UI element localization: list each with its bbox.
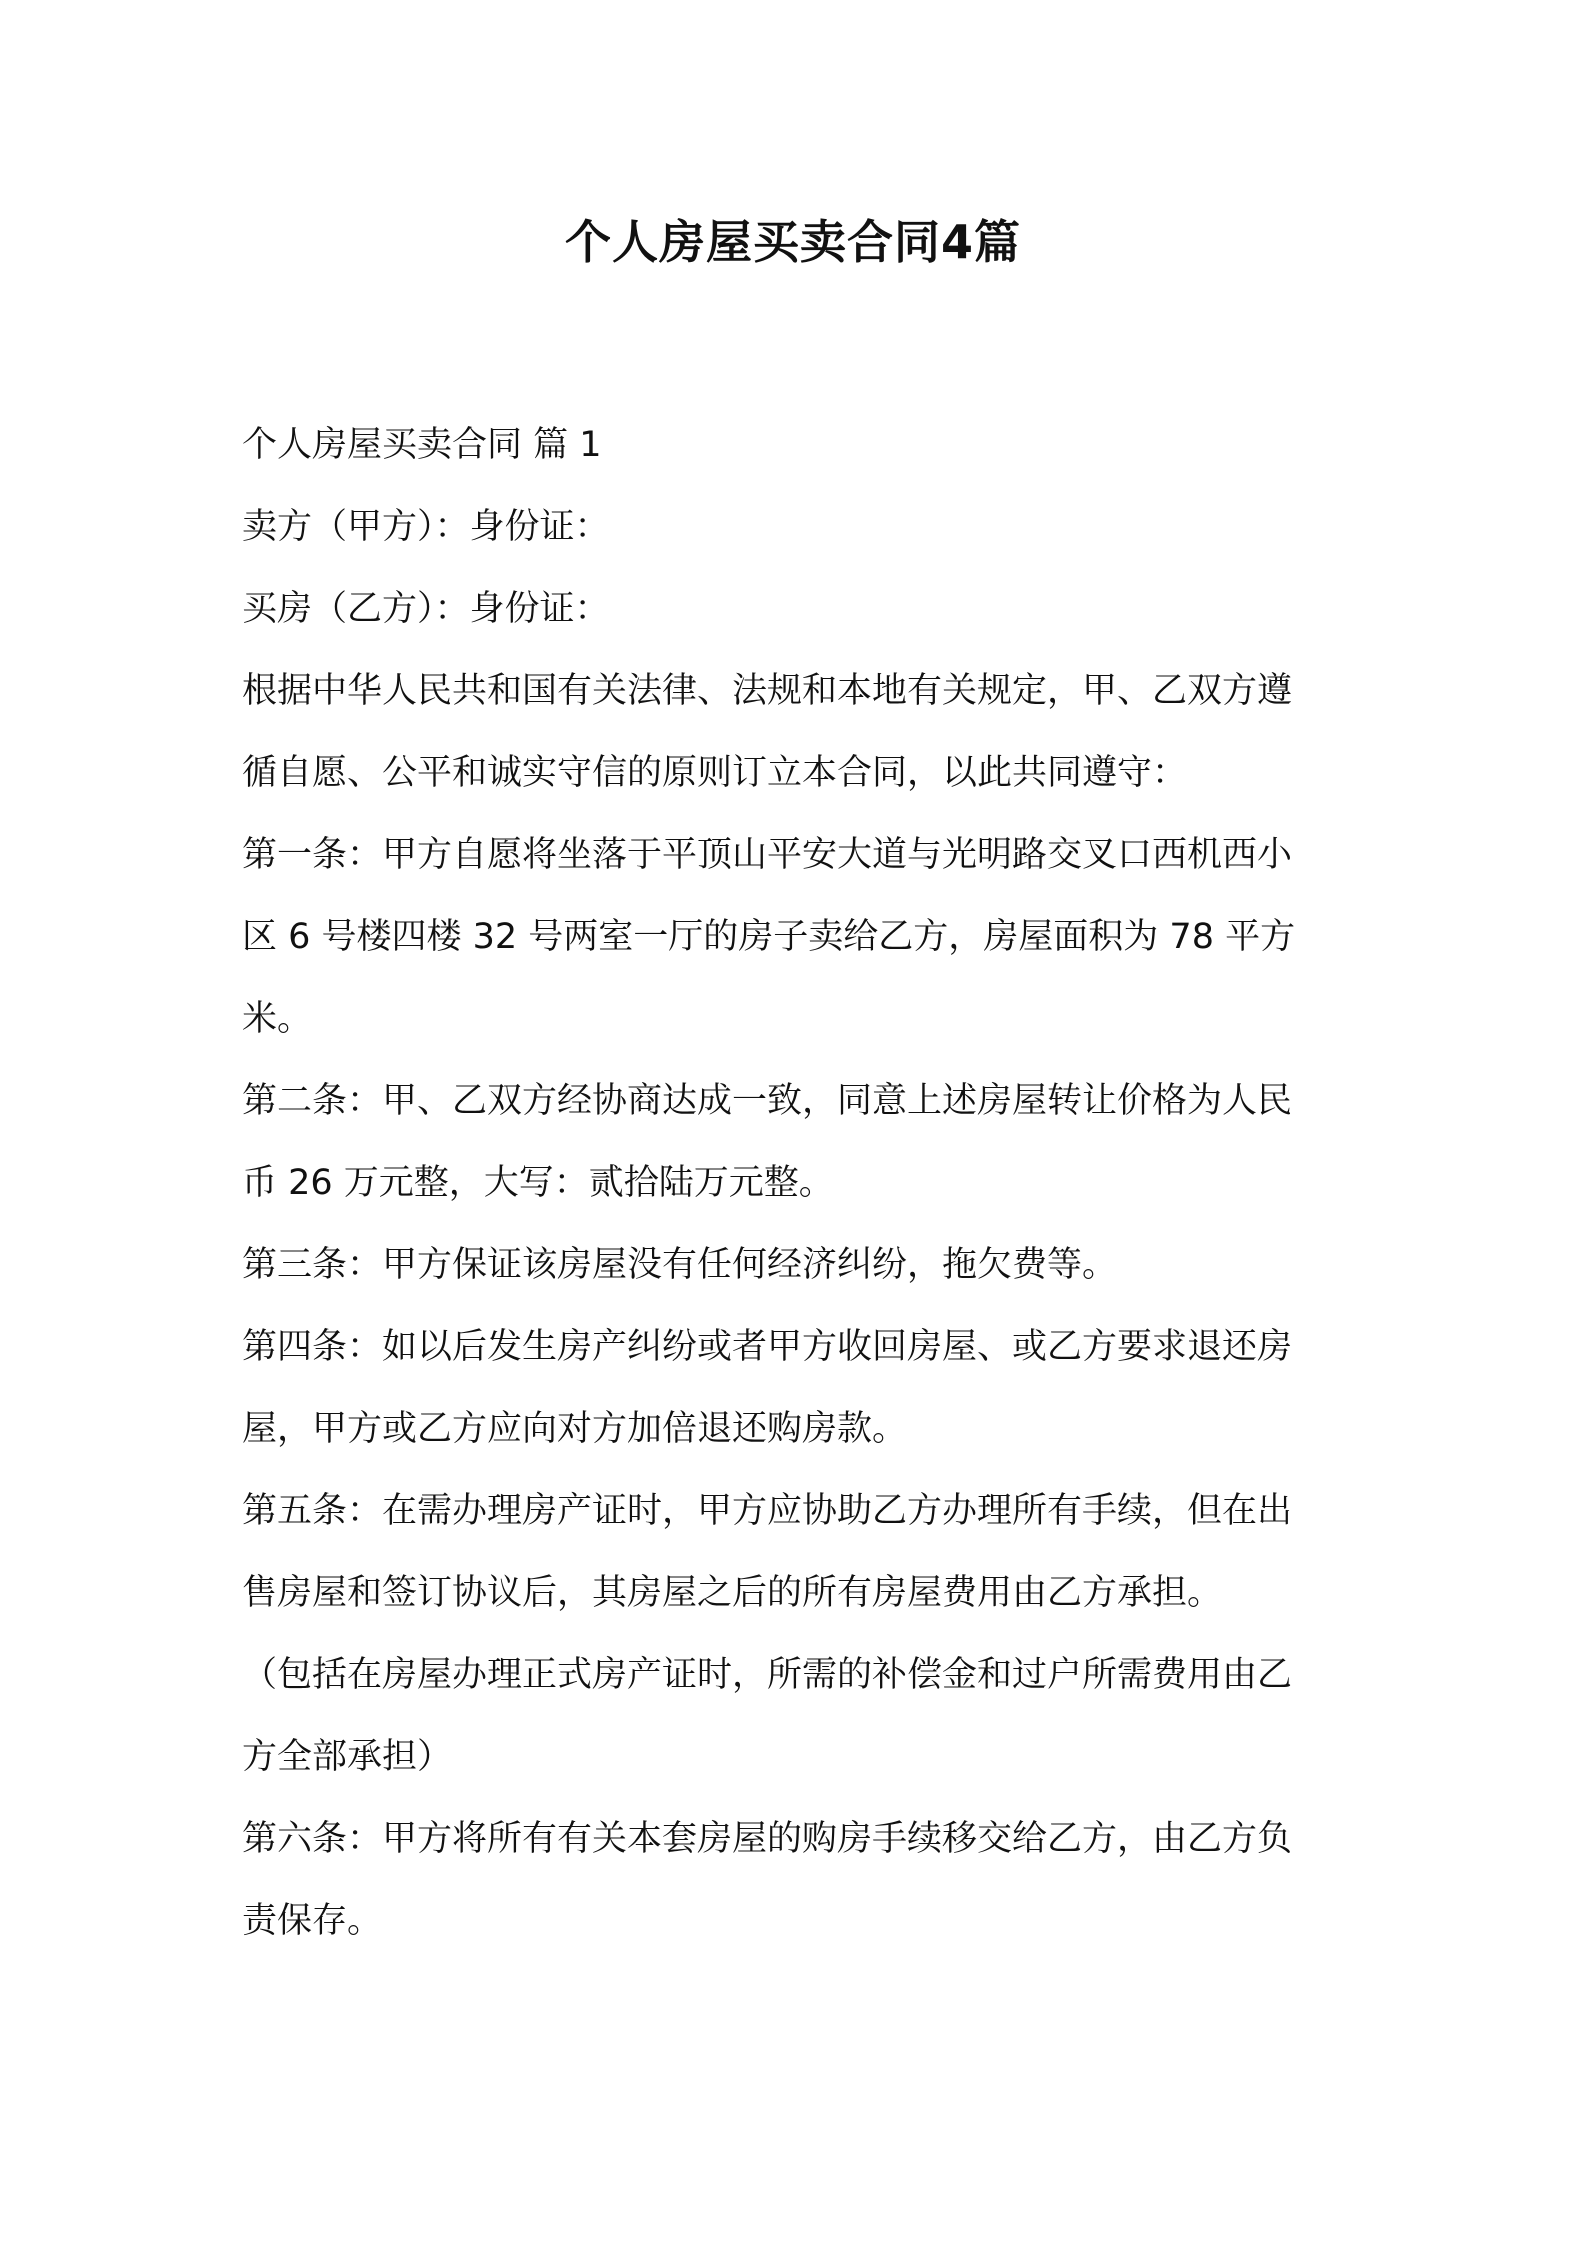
seller-line: 卖方（甲方）：身份证： bbox=[242, 507, 610, 547]
preamble-line: 根据中华人民共和国有关法律、法规和本地有关规定，甲、乙双方遵 bbox=[242, 671, 1293, 711]
article-1-line: 米。 bbox=[242, 999, 313, 1039]
document-body bbox=[242, 404, 1352, 1962]
article-6-line: 第六条：甲方将所有有关本套房屋的购房手续移交给乙方，由乙方负 bbox=[242, 1819, 1293, 1859]
buyer-line: 买房（乙方）：身份证： bbox=[242, 589, 610, 629]
article-1-line: 第一条：甲方自愿将坐落于平顶山平安大道与光明路交叉口西机西小 bbox=[242, 835, 1293, 875]
article-5-line: 售房屋和签订协议后，其房屋之后的所有房屋费用由乙方承担。 bbox=[242, 1573, 1223, 1613]
article-4-line: 屋，甲方或乙方应向对方加倍退还购房款。 bbox=[242, 1409, 908, 1449]
article-4-line: 第四条：如以后发生房产纠纷或者甲方收回房屋、或乙方要求退还房 bbox=[242, 1327, 1293, 1367]
article-6-line: 责保存。 bbox=[242, 1901, 383, 1941]
article-5-line: 第五条：在需办理房产证时，甲方应协助乙方办理所有手续，但在出 bbox=[242, 1491, 1293, 1531]
preamble-line: 循自愿、公平和诚实守信的原则订立本合同，以此共同遵守： bbox=[242, 753, 1188, 793]
article-1-line: 区 6 号楼四楼 32 号两室一厅的房子卖给乙方，房屋面积为 78 平方 bbox=[242, 917, 1296, 957]
article-3-line: 第三条：甲方保证该房屋没有任何经济纠纷，拖欠费等。 bbox=[242, 1245, 1118, 1285]
document-title: 个人房屋买卖合同4篇 bbox=[564, 215, 1021, 269]
article-5-note-line: 方全部承担） bbox=[242, 1737, 453, 1777]
article-5-note-line: （包括在房屋办理正式房产证时，所需的补偿金和过户所需费用由乙 bbox=[242, 1655, 1293, 1695]
article-2-line: 第二条：甲、乙双方经协商达成一致，同意上述房屋转让价格为人民 bbox=[242, 1081, 1293, 1121]
section-heading: 个人房屋买卖合同 篇 1 bbox=[242, 425, 602, 465]
article-2-line: 币 26 万元整，大写：贰拾陆万元整。 bbox=[242, 1163, 834, 1203]
